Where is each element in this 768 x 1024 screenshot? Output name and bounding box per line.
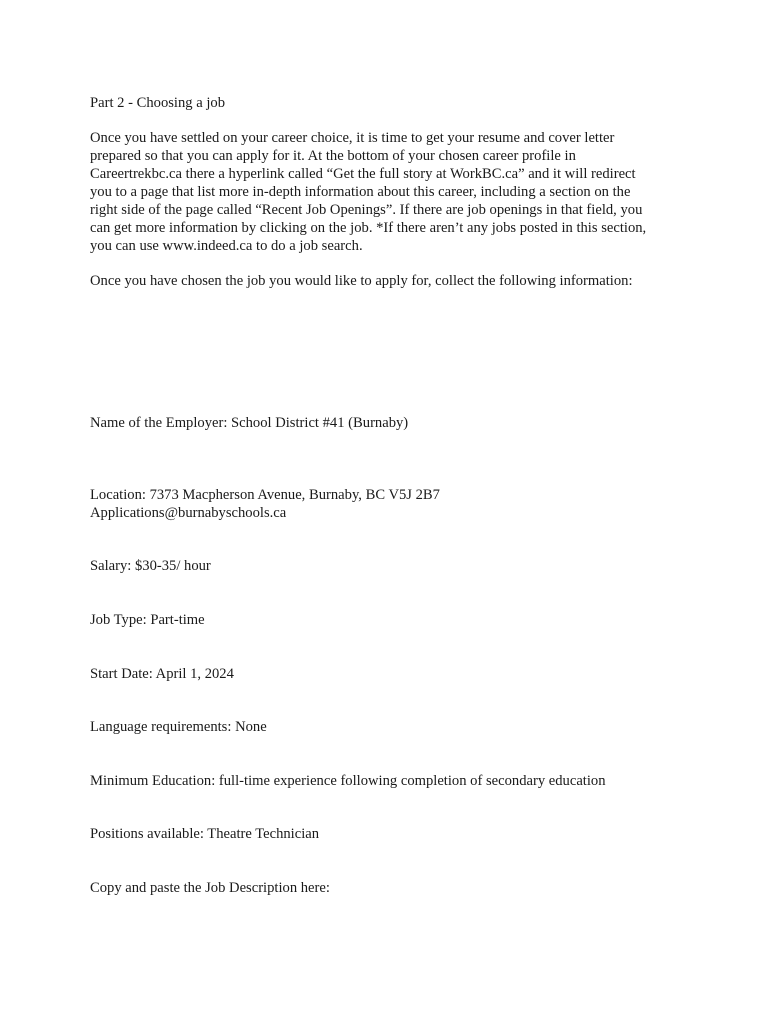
intro-line: you can use www.indeed.ca to do a job search.: [90, 238, 363, 254]
location-field: Location: 7373 Macpherson Avenue, Burnaby, BC V5J 2B7: [90, 487, 440, 503]
email-field: Applications@burnabyschools.ca: [90, 505, 287, 521]
employer-field: Name of the Employer: School District #41 (Burnaby): [90, 415, 409, 431]
intro-line: can get more information by clicking on the job. *If there aren’t any jobs posted in this section,: [90, 220, 647, 236]
education-field: Minimum Education: full-time experience following completion of secondary education: [90, 773, 606, 789]
section-heading: Part 2 - Choosing a job: [90, 95, 225, 111]
intro-paragraph: [90, 129, 680, 255]
positions-field: Positions available: Theatre Technician: [90, 826, 320, 842]
language-field: Language requirements: None: [90, 719, 267, 735]
intro-line: Once you have settled on your career choice, it is time to get your resume and cover letter: [90, 130, 615, 146]
intro-line: you to a page that list more in-depth information about this career, including a section on the: [90, 184, 631, 200]
intro-line: Careertrekbc.ca there a hyperlink called “Get the full story at WorkBC.ca” and it will redirect: [90, 166, 636, 182]
intro-line: prepared so that you can apply for it. At the bottom of your chosen career profile in: [90, 148, 576, 164]
intro-line: right side of the page called “Recent Job Openings”. If there are job openings in that field, you: [90, 202, 643, 218]
salary-field: Salary: $30-35/ hour: [90, 558, 211, 574]
collect-instruction: Once you have chosen the job you would like to apply for, collect the following information:: [90, 273, 633, 289]
job-description-prompt: Copy and paste the Job Description here:: [90, 880, 330, 896]
start-date-field: Start Date: April 1, 2024: [90, 666, 234, 682]
job-type-field: Job Type: Part-time: [90, 612, 205, 628]
